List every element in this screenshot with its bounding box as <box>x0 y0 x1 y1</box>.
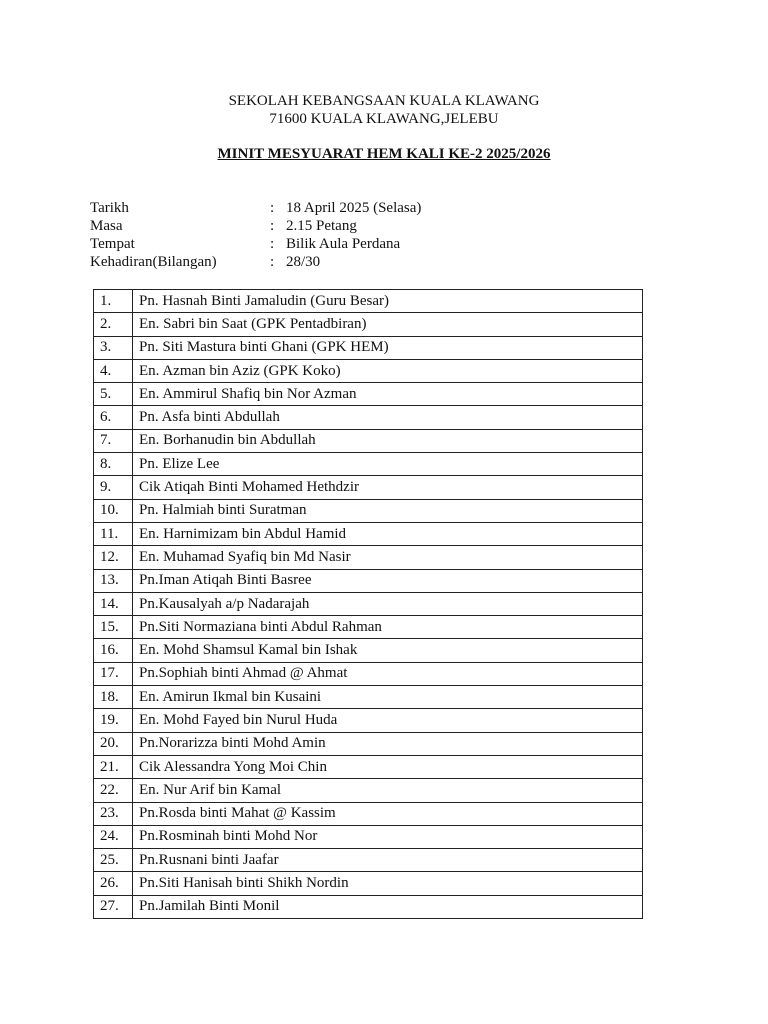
attendee-number: 26. <box>94 872 133 895</box>
table-row <box>94 895 643 918</box>
attendee-name: En. Ammirul Shafiq bin Nor Azman <box>133 383 643 406</box>
table-row <box>94 406 643 429</box>
table-row <box>94 872 643 895</box>
attendee-name: Pn.Siti Normaziana binti Abdul Rahman <box>133 616 643 639</box>
attendee-number: 5. <box>94 383 133 406</box>
info-label: Tempat <box>90 236 135 252</box>
attendee-name: Pn. Halmiah binti Suratman <box>133 499 643 522</box>
table-row <box>94 522 643 545</box>
attendee-name: En. Muhamad Syafiq bin Md Nasir <box>133 546 643 569</box>
school-address: 71600 KUALA KLAWANG,JELEBU <box>269 111 499 127</box>
attendance-table-body <box>94 290 643 919</box>
attendee-number: 24. <box>94 825 133 848</box>
attendee-name: Pn.Norarizza binti Mohd Amin <box>133 732 643 755</box>
attendee-number: 25. <box>94 849 133 872</box>
table-row <box>94 755 643 778</box>
attendee-name: Pn.Rusnani binti Jaafar <box>133 849 643 872</box>
table-row <box>94 336 643 359</box>
attendee-name: En. Nur Arif bin Kamal <box>133 779 643 802</box>
info-colon: : <box>270 236 275 252</box>
attendee-name: Cik Alessandra Yong Moi Chin <box>133 755 643 778</box>
table-row <box>94 476 643 499</box>
attendee-number: 19. <box>94 709 133 732</box>
attendee-number: 7. <box>94 429 133 452</box>
attendee-name: En. Mohd Fayed bin Nurul Huda <box>133 709 643 732</box>
attendee-name: Pn.Rosda binti Mahat @ Kassim <box>133 802 643 825</box>
attendee-number: 14. <box>94 592 133 615</box>
info-label: Tarikh <box>90 200 129 216</box>
info-value: 2.15 Petang <box>286 218 357 234</box>
table-row <box>94 616 643 639</box>
attendee-number: 21. <box>94 755 133 778</box>
info-value: 28/30 <box>286 254 321 270</box>
info-label: Masa <box>90 218 123 234</box>
attendee-number: 15. <box>94 616 133 639</box>
attendee-number: 2. <box>94 313 133 336</box>
attendee-name: Pn. Hasnah Binti Jamaludin (Guru Besar) <box>133 290 643 313</box>
attendee-name: En. Azman bin Aziz (GPK Koko) <box>133 359 643 382</box>
attendee-number: 18. <box>94 686 133 709</box>
info-value: Bilik Aula Perdana <box>286 236 401 252</box>
attendee-number: 11. <box>94 522 133 545</box>
table-row <box>94 383 643 406</box>
table-row <box>94 849 643 872</box>
attendee-name: Pn.Rosminah binti Mohd Nor <box>133 825 643 848</box>
attendee-name: Cik Atiqah Binti Mohamed Hethdzir <box>133 476 643 499</box>
attendee-number: 23. <box>94 802 133 825</box>
attendee-number: 12. <box>94 546 133 569</box>
attendee-name: Pn.Siti Hanisah binti Shikh Nordin <box>133 872 643 895</box>
attendee-name: En. Borhanudin bin Abdullah <box>133 429 643 452</box>
attendee-number: 17. <box>94 662 133 685</box>
info-value: 18 April 2025 (Selasa) <box>286 200 422 216</box>
attendee-number: 13. <box>94 569 133 592</box>
attendee-number: 8. <box>94 453 133 476</box>
attendee-name: Pn. Asfa binti Abdullah <box>133 406 643 429</box>
attendee-number: 20. <box>94 732 133 755</box>
attendance-table <box>93 289 643 919</box>
info-label: Kehadiran(Bilangan) <box>90 254 217 270</box>
attendee-number: 3. <box>94 336 133 359</box>
attendee-name: Pn. Elize Lee <box>133 453 643 476</box>
table-row <box>94 499 643 522</box>
attendee-number: 16. <box>94 639 133 662</box>
attendee-number: 9. <box>94 476 133 499</box>
attendee-number: 22. <box>94 779 133 802</box>
attendee-name: Pn.Kausalyah a/p Nadarajah <box>133 592 643 615</box>
attendee-name: En. Sabri bin Saat (GPK Pentadbiran) <box>133 313 643 336</box>
attendee-number: 1. <box>94 290 133 313</box>
table-row <box>94 592 643 615</box>
table-row <box>94 709 643 732</box>
attendee-name: En. Mohd Shamsul Kamal bin Ishak <box>133 639 643 662</box>
attendee-name: Pn.Jamilah Binti Monil <box>133 895 643 918</box>
table-row <box>94 639 643 662</box>
table-row <box>94 546 643 569</box>
table-row <box>94 732 643 755</box>
attendee-number: 6. <box>94 406 133 429</box>
attendee-number: 10. <box>94 499 133 522</box>
attendee-name: En. Amirun Ikmal bin Kusaini <box>133 686 643 709</box>
table-row <box>94 825 643 848</box>
attendee-number: 4. <box>94 359 133 382</box>
table-row <box>94 453 643 476</box>
info-colon: : <box>270 254 275 270</box>
attendee-name: En. Harnimizam bin Abdul Hamid <box>133 522 643 545</box>
attendee-name: Pn.Sophiah binti Ahmad @ Ahmat <box>133 662 643 685</box>
attendee-name: Pn. Siti Mastura binti Ghani (GPK HEM) <box>133 336 643 359</box>
table-row <box>94 290 643 313</box>
table-row <box>94 429 643 452</box>
table-row <box>94 569 643 592</box>
table-row <box>94 686 643 709</box>
school-name: SEKOLAH KEBANGSAAN KUALA KLAWANG <box>228 93 540 109</box>
table-row <box>94 313 643 336</box>
table-row <box>94 662 643 685</box>
minutes-title: MINIT MESYUARAT HEM KALI KE-2 2025/2026 <box>217 146 551 162</box>
table-row <box>94 359 643 382</box>
table-row <box>94 802 643 825</box>
info-colon: : <box>270 200 275 216</box>
info-colon: : <box>270 218 275 234</box>
table-row <box>94 779 643 802</box>
attendee-name: Pn.Iman Atiqah Binti Basree <box>133 569 643 592</box>
attendee-number: 27. <box>94 895 133 918</box>
